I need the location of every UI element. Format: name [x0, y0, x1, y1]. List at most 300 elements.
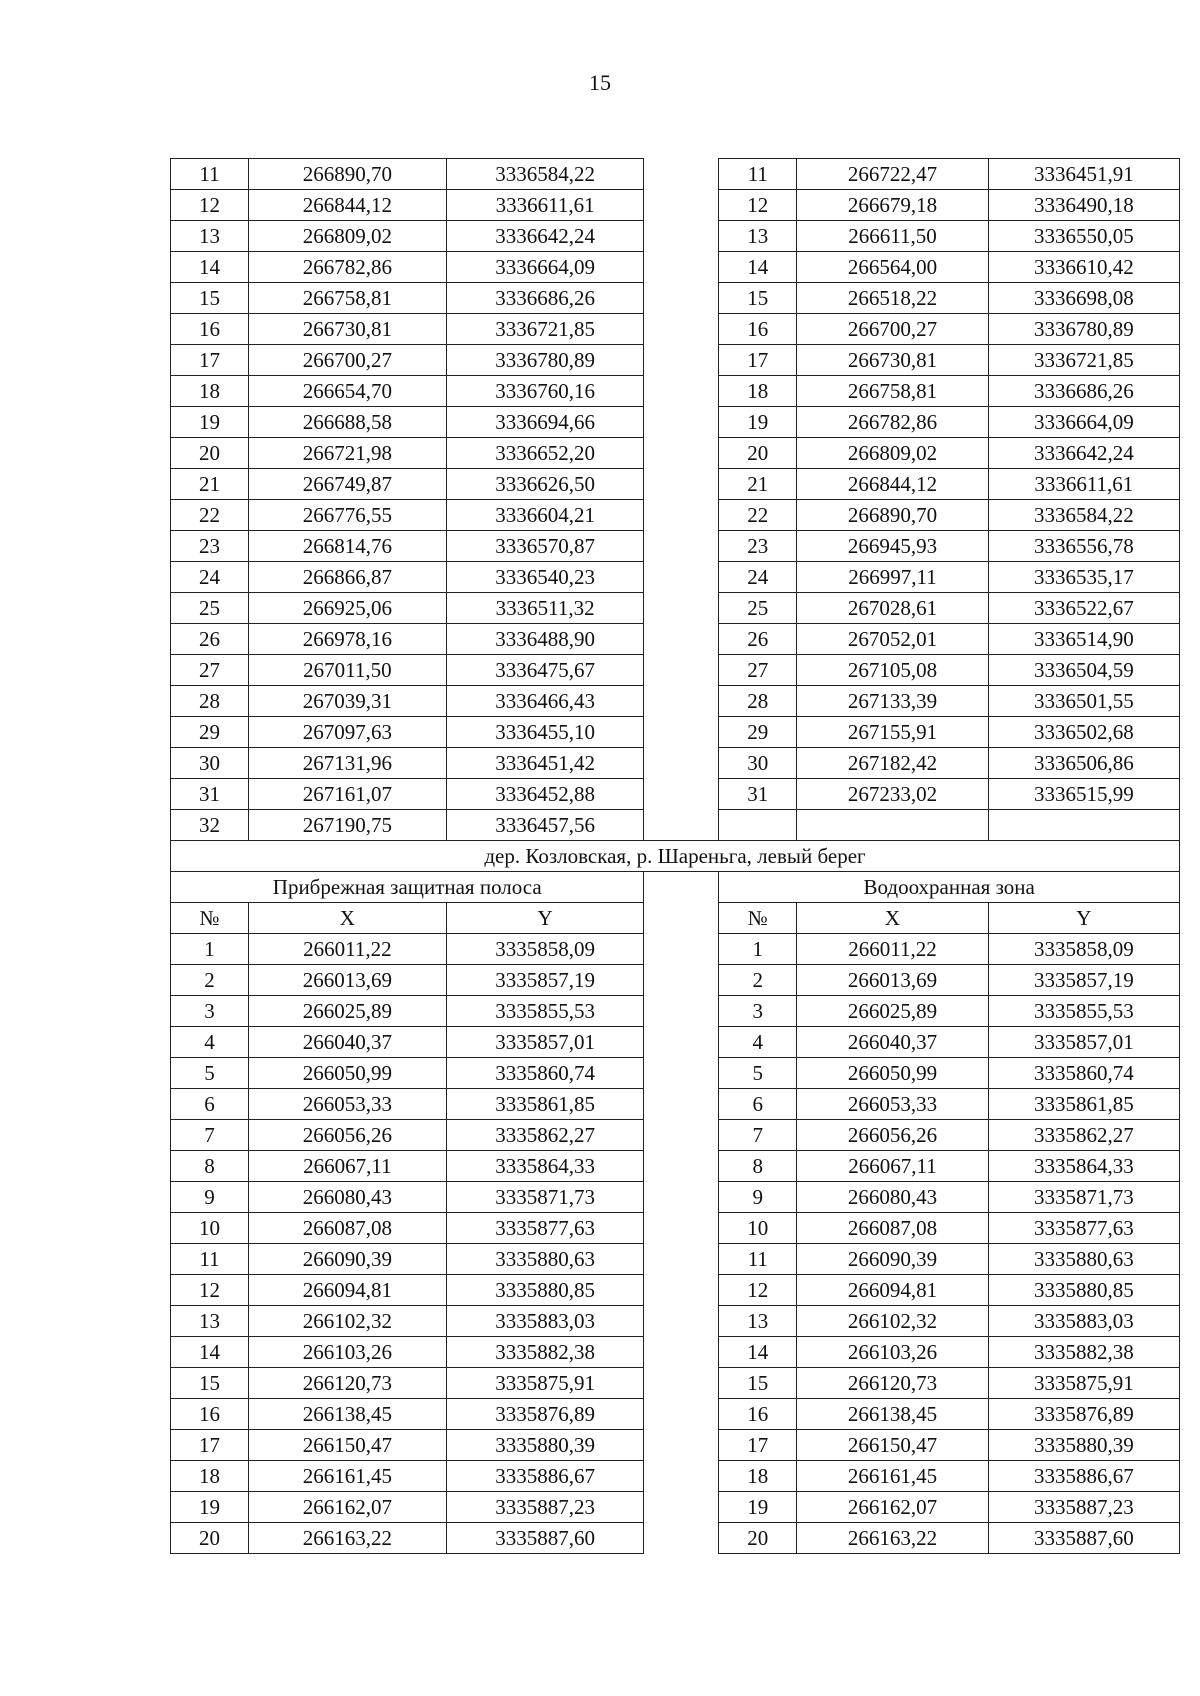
right-x-coordinate-cell: 267233,02 [797, 779, 988, 810]
right-y-coordinate-cell: 3335871,73 [988, 1182, 1179, 1213]
left-y-coordinate-cell: 3336652,20 [446, 438, 644, 469]
left-y-coordinate-cell: 3336604,21 [446, 500, 644, 531]
left-point-number-cell: 3 [171, 996, 249, 1027]
right-y-coordinate-cell: 3335880,63 [988, 1244, 1179, 1275]
left-y-coordinate-cell: 3336664,09 [446, 252, 644, 283]
right-header-y: Y [988, 903, 1179, 934]
left-point-number-cell: 22 [171, 500, 249, 531]
left-x-coordinate-cell: 266700,27 [249, 345, 447, 376]
right-x-coordinate-cell: 266090,39 [797, 1244, 988, 1275]
left-y-coordinate-cell: 3336570,87 [446, 531, 644, 562]
right-y-coordinate-cell: 3335860,74 [988, 1058, 1179, 1089]
table-row [171, 252, 1180, 283]
right-x-coordinate-cell: 266758,81 [797, 376, 988, 407]
column-gap [644, 1244, 719, 1275]
column-gap [644, 810, 719, 841]
column-gap [644, 1058, 719, 1089]
left-y-coordinate-cell: 3335860,74 [446, 1058, 644, 1089]
left-x-coordinate-cell: 267131,96 [249, 748, 447, 779]
left-x-coordinate-cell: 266025,89 [249, 996, 447, 1027]
table-row [171, 1306, 1180, 1337]
table-row [171, 283, 1180, 314]
right-point-number-cell: 19 [719, 1492, 797, 1523]
left-y-coordinate-cell: 3335857,01 [446, 1027, 644, 1058]
column-gap [644, 748, 719, 779]
right-point-number-cell: 30 [719, 748, 797, 779]
left-x-coordinate-cell: 266067,11 [249, 1151, 447, 1182]
left-point-number-cell: 32 [171, 810, 249, 841]
right-point-number-cell: 15 [719, 283, 797, 314]
table-row [171, 624, 1180, 655]
table-row [171, 965, 1180, 996]
table-row [171, 438, 1180, 469]
table-row [171, 562, 1180, 593]
left-x-coordinate-cell: 266080,43 [249, 1182, 447, 1213]
right-point-number-cell: 16 [719, 314, 797, 345]
left-x-coordinate-cell: 266654,70 [249, 376, 447, 407]
column-gap [644, 1306, 719, 1337]
table-row [171, 1337, 1180, 1368]
right-y-coordinate-cell: 3335864,33 [988, 1151, 1179, 1182]
table-row [171, 1182, 1180, 1213]
right-x-coordinate-cell: 266050,99 [797, 1058, 988, 1089]
right-y-coordinate-cell: 3335880,39 [988, 1430, 1179, 1461]
left-point-number-cell: 26 [171, 624, 249, 655]
left-point-number-cell: 16 [171, 1399, 249, 1430]
table-row [171, 407, 1180, 438]
right-x-coordinate-cell: 266080,43 [797, 1182, 988, 1213]
left-y-coordinate-cell: 3336721,85 [446, 314, 644, 345]
left-point-number-cell: 6 [171, 1089, 249, 1120]
right-y-coordinate-cell: 3336451,91 [988, 159, 1179, 190]
right-y-coordinate-cell: 3336501,55 [988, 686, 1179, 717]
left-y-coordinate-cell: 3336686,26 [446, 283, 644, 314]
right-x-coordinate-cell: 266163,22 [797, 1523, 988, 1554]
left-x-coordinate-cell: 266013,69 [249, 965, 447, 996]
column-gap [644, 469, 719, 500]
column-gap [644, 624, 719, 655]
left-point-number-cell: 15 [171, 1368, 249, 1399]
left-y-coordinate-cell: 3336475,67 [446, 655, 644, 686]
table-row [171, 469, 1180, 500]
left-x-coordinate-cell: 266050,99 [249, 1058, 447, 1089]
left-x-coordinate-cell: 266094,81 [249, 1275, 447, 1306]
right-y-coordinate-cell: 3336504,59 [988, 655, 1179, 686]
left-y-coordinate-cell: 3335862,27 [446, 1120, 644, 1151]
right-point-number-cell: 29 [719, 717, 797, 748]
table-row [171, 190, 1180, 221]
column-gap [644, 1399, 719, 1430]
left-x-coordinate-cell: 267097,63 [249, 717, 447, 748]
column-headers-row [171, 903, 1180, 934]
right-point-number-cell: 14 [719, 1337, 797, 1368]
table-row [171, 1523, 1180, 1554]
right-point-number-cell: 13 [719, 221, 797, 252]
right-x-coordinate-cell: 267182,42 [797, 748, 988, 779]
column-gap [644, 407, 719, 438]
column-gap [644, 779, 719, 810]
left-point-number-cell: 25 [171, 593, 249, 624]
column-gap [644, 934, 719, 965]
right-y-coordinate-cell: 3335862,27 [988, 1120, 1179, 1151]
water-protection-zone-title: Водоохранная зона [719, 872, 1180, 903]
right-x-coordinate-cell: 266011,22 [797, 934, 988, 965]
left-point-number-cell: 21 [171, 469, 249, 500]
left-point-number-cell: 8 [171, 1151, 249, 1182]
right-x-coordinate-cell: 266094,81 [797, 1275, 988, 1306]
column-gap [644, 1461, 719, 1492]
left-y-coordinate-cell: 3336452,88 [446, 779, 644, 810]
left-y-coordinate-cell: 3336694,66 [446, 407, 644, 438]
column-gap [644, 562, 719, 593]
right-x-coordinate-cell: 266730,81 [797, 345, 988, 376]
left-y-coordinate-cell: 3336780,89 [446, 345, 644, 376]
column-gap [644, 686, 719, 717]
left-point-number-cell: 24 [171, 562, 249, 593]
table-row [171, 1213, 1180, 1244]
left-x-coordinate-cell: 266749,87 [249, 469, 447, 500]
left-y-coordinate-cell: 3336488,90 [446, 624, 644, 655]
left-x-coordinate-cell: 266809,02 [249, 221, 447, 252]
left-x-coordinate-cell: 266103,26 [249, 1337, 447, 1368]
left-y-coordinate-cell: 3335887,60 [446, 1523, 644, 1554]
right-point-number-cell: 17 [719, 345, 797, 376]
right-point-number-cell: 12 [719, 190, 797, 221]
right-y-coordinate-cell: 3336502,68 [988, 717, 1179, 748]
left-point-number-cell: 18 [171, 376, 249, 407]
right-point-number-cell: 13 [719, 1306, 797, 1337]
table-row [171, 934, 1180, 965]
left-y-coordinate-cell: 3336455,10 [446, 717, 644, 748]
column-gap [644, 1027, 719, 1058]
right-y-coordinate-cell: 3336584,22 [988, 500, 1179, 531]
right-y-coordinate-cell: 3336535,17 [988, 562, 1179, 593]
left-y-coordinate-cell: 3336642,24 [446, 221, 644, 252]
right-point-number-cell: 22 [719, 500, 797, 531]
table-row [171, 717, 1180, 748]
table-row [171, 1058, 1180, 1089]
column-gap [644, 283, 719, 314]
left-x-coordinate-cell: 266056,26 [249, 1120, 447, 1151]
coordinates-table [170, 158, 1180, 1554]
left-y-coordinate-cell: 3336511,32 [446, 593, 644, 624]
left-x-coordinate-cell: 266040,37 [249, 1027, 447, 1058]
left-point-number-cell: 4 [171, 1027, 249, 1058]
table-row [171, 1120, 1180, 1151]
column-gap [644, 1089, 719, 1120]
right-point-number-cell: 4 [719, 1027, 797, 1058]
left-y-coordinate-cell: 3335882,38 [446, 1337, 644, 1368]
left-y-coordinate-cell: 3335880,63 [446, 1244, 644, 1275]
right-y-coordinate-cell: 3336611,61 [988, 469, 1179, 500]
column-gap [644, 1120, 719, 1151]
column-gap [644, 159, 719, 190]
column-gap [644, 252, 719, 283]
left-x-coordinate-cell: 266890,70 [249, 159, 447, 190]
right-y-coordinate-cell: 3335877,63 [988, 1213, 1179, 1244]
right-y-coordinate-cell: 3336780,89 [988, 314, 1179, 345]
right-y-coordinate-cell: 3335861,85 [988, 1089, 1179, 1120]
right-x-coordinate-cell: 266782,86 [797, 407, 988, 438]
left-point-number-cell: 30 [171, 748, 249, 779]
left-point-number-cell: 17 [171, 345, 249, 376]
column-gap [644, 655, 719, 686]
right-x-coordinate-cell: 266120,73 [797, 1368, 988, 1399]
left-point-number-cell: 29 [171, 717, 249, 748]
right-header-x: X [797, 903, 988, 934]
right-x-coordinate-cell: 266809,02 [797, 438, 988, 469]
left-point-number-cell: 11 [171, 1244, 249, 1275]
left-y-coordinate-cell: 3335877,63 [446, 1213, 644, 1244]
left-x-coordinate-cell: 266721,98 [249, 438, 447, 469]
right-point-number-cell: 27 [719, 655, 797, 686]
coastal-strip-title: Прибрежная защитная полоса [171, 872, 644, 903]
left-x-coordinate-cell: 266688,58 [249, 407, 447, 438]
column-gap [644, 872, 719, 903]
right-x-coordinate-cell: 266722,47 [797, 159, 988, 190]
right-point-number-cell: 7 [719, 1120, 797, 1151]
zone-titles-row [171, 872, 1180, 903]
left-x-coordinate-cell: 267190,75 [249, 810, 447, 841]
left-y-coordinate-cell: 3336451,42 [446, 748, 644, 779]
right-x-coordinate-cell: 266611,50 [797, 221, 988, 252]
left-x-coordinate-cell: 267011,50 [249, 655, 447, 686]
right-x-coordinate-cell: 266025,89 [797, 996, 988, 1027]
table-row [171, 810, 1180, 841]
right-y-coordinate-cell: 3336721,85 [988, 345, 1179, 376]
left-y-coordinate-cell: 3335861,85 [446, 1089, 644, 1120]
left-y-coordinate-cell: 3335858,09 [446, 934, 644, 965]
right-x-coordinate-cell: 266103,26 [797, 1337, 988, 1368]
right-x-coordinate-cell: 266013,69 [797, 965, 988, 996]
left-point-number-cell: 10 [171, 1213, 249, 1244]
table-row [171, 1089, 1180, 1120]
left-y-coordinate-cell: 3336457,56 [446, 810, 644, 841]
right-x-coordinate-cell: 266138,45 [797, 1399, 988, 1430]
right-y-coordinate-cell: 3336550,05 [988, 221, 1179, 252]
table-row [171, 1151, 1180, 1182]
right-x-coordinate-cell: 267133,39 [797, 686, 988, 717]
right-y-coordinate-cell: 3336514,90 [988, 624, 1179, 655]
left-y-coordinate-cell: 3335871,73 [446, 1182, 644, 1213]
table-row [171, 1399, 1180, 1430]
right-point-number-cell: 12 [719, 1275, 797, 1306]
location-row [171, 841, 1180, 872]
left-y-coordinate-cell: 3336760,16 [446, 376, 644, 407]
right-point-number-cell [719, 810, 797, 841]
right-x-coordinate-cell: 266040,37 [797, 1027, 988, 1058]
left-x-coordinate-cell: 266814,76 [249, 531, 447, 562]
right-x-coordinate-cell: 266564,00 [797, 252, 988, 283]
left-x-coordinate-cell: 266782,86 [249, 252, 447, 283]
left-y-coordinate-cell: 3335857,19 [446, 965, 644, 996]
right-y-coordinate-cell: 3336490,18 [988, 190, 1179, 221]
left-y-coordinate-cell: 3335880,85 [446, 1275, 644, 1306]
right-point-number-cell: 17 [719, 1430, 797, 1461]
left-x-coordinate-cell: 266053,33 [249, 1089, 447, 1120]
section-header-group [171, 841, 1180, 934]
left-point-number-cell: 2 [171, 965, 249, 996]
table-row [171, 500, 1180, 531]
right-x-coordinate-cell: 266087,08 [797, 1213, 988, 1244]
left-point-number-cell: 9 [171, 1182, 249, 1213]
right-y-coordinate-cell: 3336515,99 [988, 779, 1179, 810]
right-point-number-cell: 11 [719, 1244, 797, 1275]
right-x-coordinate-cell: 266067,11 [797, 1151, 988, 1182]
right-point-number-cell: 23 [719, 531, 797, 562]
right-point-number-cell: 24 [719, 562, 797, 593]
right-x-coordinate-cell: 266518,22 [797, 283, 988, 314]
column-gap [644, 221, 719, 252]
left-point-number-cell: 7 [171, 1120, 249, 1151]
column-gap [644, 314, 719, 345]
table-row [171, 779, 1180, 810]
right-y-coordinate-cell: 3335887,23 [988, 1492, 1179, 1523]
right-y-coordinate-cell: 3336522,67 [988, 593, 1179, 624]
column-gap [644, 1275, 719, 1306]
right-point-number-cell: 25 [719, 593, 797, 624]
left-y-coordinate-cell: 3335880,39 [446, 1430, 644, 1461]
left-point-number-cell: 28 [171, 686, 249, 717]
right-x-coordinate-cell: 266056,26 [797, 1120, 988, 1151]
column-gap [644, 1151, 719, 1182]
left-y-coordinate-cell: 3335886,67 [446, 1461, 644, 1492]
left-x-coordinate-cell: 266102,32 [249, 1306, 447, 1337]
left-x-coordinate-cell: 266011,22 [249, 934, 447, 965]
right-y-coordinate-cell: 3336556,78 [988, 531, 1179, 562]
right-x-coordinate-cell: 266700,27 [797, 314, 988, 345]
left-x-coordinate-cell: 266162,07 [249, 1492, 447, 1523]
column-gap [644, 438, 719, 469]
left-y-coordinate-cell: 3335855,53 [446, 996, 644, 1027]
left-x-coordinate-cell: 266730,81 [249, 314, 447, 345]
column-gap [644, 965, 719, 996]
left-header-y: Y [446, 903, 644, 934]
table-row [171, 1027, 1180, 1058]
left-y-coordinate-cell: 3336466,43 [446, 686, 644, 717]
left-point-number-cell: 18 [171, 1461, 249, 1492]
right-point-number-cell: 11 [719, 159, 797, 190]
table-row [171, 376, 1180, 407]
right-point-number-cell: 10 [719, 1213, 797, 1244]
right-x-coordinate-cell: 266102,32 [797, 1306, 988, 1337]
right-point-number-cell: 31 [719, 779, 797, 810]
right-y-coordinate-cell: 3336610,42 [988, 252, 1179, 283]
right-y-coordinate-cell: 3336664,09 [988, 407, 1179, 438]
right-y-coordinate-cell: 3336686,26 [988, 376, 1179, 407]
bottom-rows-group [171, 934, 1180, 1554]
column-gap [644, 1337, 719, 1368]
left-point-number-cell: 20 [171, 1523, 249, 1554]
right-point-number-cell: 1 [719, 934, 797, 965]
table-row [171, 1275, 1180, 1306]
left-y-coordinate-cell: 3336611,61 [446, 190, 644, 221]
column-gap [644, 531, 719, 562]
table-row [171, 686, 1180, 717]
left-y-coordinate-cell: 3335876,89 [446, 1399, 644, 1430]
left-x-coordinate-cell: 266138,45 [249, 1399, 447, 1430]
table-row [171, 1492, 1180, 1523]
location-title: дер. Козловская, р. Шареньга, левый берег [171, 841, 1180, 872]
left-x-coordinate-cell: 266163,22 [249, 1523, 447, 1554]
column-gap [644, 1492, 719, 1523]
right-y-coordinate-cell: 3335875,91 [988, 1368, 1179, 1399]
right-point-number-cell: 14 [719, 252, 797, 283]
right-point-number-cell: 26 [719, 624, 797, 655]
right-point-number-cell: 8 [719, 1151, 797, 1182]
table-row [171, 593, 1180, 624]
right-x-coordinate-cell: 267105,08 [797, 655, 988, 686]
left-x-coordinate-cell: 267161,07 [249, 779, 447, 810]
left-x-coordinate-cell: 267039,31 [249, 686, 447, 717]
left-point-number-cell: 11 [171, 159, 249, 190]
right-x-coordinate-cell: 266161,45 [797, 1461, 988, 1492]
left-y-coordinate-cell: 3335883,03 [446, 1306, 644, 1337]
right-y-coordinate-cell: 3336698,08 [988, 283, 1179, 314]
right-point-number-cell: 18 [719, 376, 797, 407]
right-point-number-cell: 5 [719, 1058, 797, 1089]
left-x-coordinate-cell: 266844,12 [249, 190, 447, 221]
column-gap [644, 500, 719, 531]
right-x-coordinate-cell: 266162,07 [797, 1492, 988, 1523]
column-gap [644, 345, 719, 376]
column-gap [644, 376, 719, 407]
column-gap [644, 1430, 719, 1461]
right-x-coordinate-cell: 266150,47 [797, 1430, 988, 1461]
left-point-number-cell: 19 [171, 407, 249, 438]
left-x-coordinate-cell: 266776,55 [249, 500, 447, 531]
right-point-number-cell: 9 [719, 1182, 797, 1213]
table-row [171, 655, 1180, 686]
left-x-coordinate-cell: 266758,81 [249, 283, 447, 314]
right-y-coordinate-cell: 3335857,01 [988, 1027, 1179, 1058]
right-point-number-cell: 21 [719, 469, 797, 500]
page-number: 15 [589, 70, 611, 95]
left-y-coordinate-cell: 3336540,23 [446, 562, 644, 593]
right-y-coordinate-cell: 3335858,09 [988, 934, 1179, 965]
right-y-coordinate-cell: 3335857,19 [988, 965, 1179, 996]
left-point-number-cell: 19 [171, 1492, 249, 1523]
left-point-number-cell: 20 [171, 438, 249, 469]
column-gap [644, 717, 719, 748]
right-y-coordinate-cell: 3336506,86 [988, 748, 1179, 779]
right-y-coordinate-cell [988, 810, 1179, 841]
table-row [171, 1368, 1180, 1399]
table-row [171, 314, 1180, 345]
table-row [171, 1244, 1180, 1275]
column-gap [644, 1213, 719, 1244]
left-point-number-cell: 17 [171, 1430, 249, 1461]
left-y-coordinate-cell: 3336626,50 [446, 469, 644, 500]
right-point-number-cell: 28 [719, 686, 797, 717]
left-point-number-cell: 12 [171, 1275, 249, 1306]
right-x-coordinate-cell: 266890,70 [797, 500, 988, 531]
column-gap [644, 903, 719, 934]
top-rows-group [171, 159, 1180, 841]
left-point-number-cell: 31 [171, 779, 249, 810]
table-row [171, 996, 1180, 1027]
right-y-coordinate-cell: 3335855,53 [988, 996, 1179, 1027]
right-x-coordinate-cell [797, 810, 988, 841]
right-point-number-cell: 18 [719, 1461, 797, 1492]
table-row [171, 1430, 1180, 1461]
right-x-coordinate-cell: 266945,93 [797, 531, 988, 562]
left-y-coordinate-cell: 3335875,91 [446, 1368, 644, 1399]
right-y-coordinate-cell: 3335876,89 [988, 1399, 1179, 1430]
right-point-number-cell: 20 [719, 438, 797, 469]
right-point-number-cell: 19 [719, 407, 797, 438]
table-row [171, 221, 1180, 252]
